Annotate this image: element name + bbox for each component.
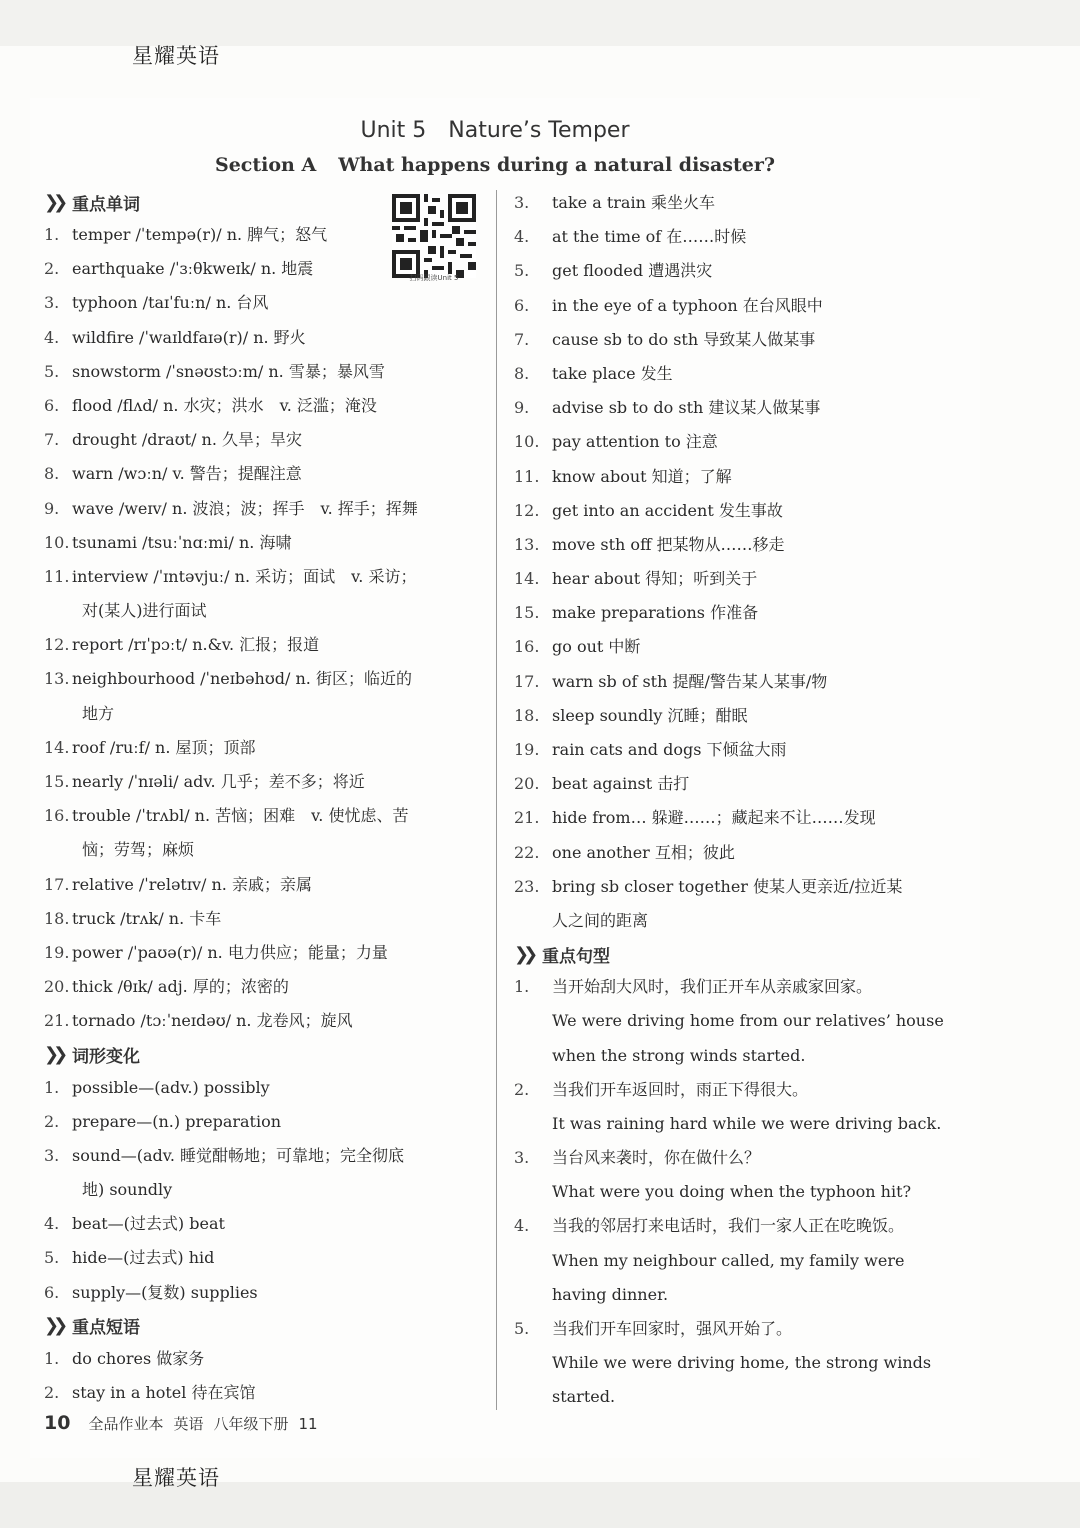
form-item-text: possible—(adv.) possibly bbox=[72, 1077, 270, 1097]
word-item-number: 15. bbox=[44, 772, 70, 791]
section-title bbox=[0, 154, 990, 176]
phrase-item-text: know about 知道；了解 bbox=[552, 466, 732, 486]
sentence-item-text: 当开始刮大风时，我们正开车从亲戚家回家。 bbox=[552, 977, 873, 997]
word-item-text: nearly /ˈnɪəli/ adv. 几乎；差不多；将近 bbox=[72, 772, 365, 791]
phrase-item-number: 21. bbox=[514, 808, 540, 828]
word-item-number: 7. bbox=[44, 430, 60, 450]
phrase-item-text: hide from… 躲避……；藏起来不让……发现 bbox=[552, 808, 876, 828]
phrases-heading bbox=[44, 1310, 478, 1342]
phrase-item bbox=[514, 528, 946, 562]
sentence-item-text: having dinner. bbox=[552, 1284, 669, 1304]
sentence-item-number bbox=[514, 1039, 552, 1073]
sentence-item bbox=[514, 1346, 946, 1380]
form-item-number: 1. bbox=[44, 1077, 60, 1097]
sentence-item-text: started. bbox=[552, 1387, 616, 1407]
form-item-number: 2. bbox=[44, 1111, 60, 1131]
phrase-item bbox=[514, 494, 946, 528]
words-heading bbox=[44, 186, 478, 218]
unit-title bbox=[0, 118, 990, 143]
phrase-item bbox=[514, 562, 946, 596]
double-chevron-icon: ❯❯ bbox=[514, 943, 533, 965]
phrase-item-number: 3. bbox=[514, 193, 530, 212]
phrase-item-number: 18. bbox=[514, 705, 540, 725]
word-item-text: report /rɪˈpɔːt/ n.&v. 汇报；报道 bbox=[72, 635, 320, 655]
phrase-item-text: move sth off 把某物从……移走 bbox=[552, 534, 785, 554]
sentence-item-text: 当我们开车回家时，强风开始了。 bbox=[552, 1319, 793, 1338]
phrase-item-number: 12. bbox=[514, 500, 540, 520]
phrase-item-number: 13. bbox=[514, 534, 540, 554]
phrases-left-list bbox=[44, 1342, 478, 1410]
form-item-number bbox=[44, 1173, 72, 1207]
phrase-item-text: warn sb of sth 提醒/警告某人某事/物 bbox=[552, 671, 828, 691]
word-item-text: drought /draʊt/ n. 久旱；旱灾 bbox=[72, 430, 303, 450]
word-item-number bbox=[44, 697, 72, 731]
qr-label: 扫码跟读Unit 5 bbox=[409, 274, 459, 282]
word-item bbox=[44, 560, 478, 594]
sentence-item-number: 3. bbox=[514, 1148, 530, 1168]
phrase-item-number: 1. bbox=[44, 1348, 60, 1368]
page-footer bbox=[44, 1412, 318, 1434]
word-item-text: typhoon /taɪˈfuːn/ n. 台风 bbox=[72, 293, 269, 313]
word-item-text: wildfire /ˈwaɪldfaɪə(r)/ n. 野火 bbox=[72, 327, 306, 347]
sentence-item-text: While we were driving home, the strong winds bbox=[552, 1353, 932, 1373]
watermark-bottom: 星耀英语 bbox=[132, 1466, 220, 1490]
phrase-item-text: hear about 得知；听到关于 bbox=[552, 569, 758, 589]
phrase-item bbox=[514, 391, 946, 425]
sentence-item-text: when the strong winds started. bbox=[552, 1045, 806, 1065]
sentence-item-text: 当我的邻居打来电话时，我们一家人正在吃晚饭。 bbox=[552, 1216, 905, 1236]
word-item bbox=[44, 526, 478, 560]
sentence-item-number bbox=[514, 1244, 552, 1278]
word-item-text: roof /ruːf/ n. 屋顶；顶部 bbox=[72, 737, 256, 757]
phrase-item-text: make preparations 作准备 bbox=[552, 603, 759, 623]
sentence-item-text: 当我们开车返回时，雨正下得很大。 bbox=[552, 1079, 809, 1099]
word-item bbox=[44, 697, 478, 731]
form-item bbox=[44, 1071, 478, 1105]
sentences-heading bbox=[514, 938, 946, 970]
sentence-item bbox=[514, 1380, 946, 1414]
word-item-number: 17. bbox=[44, 874, 70, 894]
phrase-item bbox=[514, 220, 946, 254]
word-item-number: 1. bbox=[44, 225, 60, 244]
form-item-number: 4. bbox=[44, 1214, 60, 1234]
word-item-text: neighbourhood /ˈneɪbəhʊd/ n. 街区；临近的 bbox=[72, 669, 412, 689]
word-item bbox=[44, 423, 478, 457]
word-item bbox=[44, 286, 478, 320]
sentence-item-number bbox=[514, 1380, 552, 1414]
sentence-item bbox=[514, 1244, 946, 1278]
phrase-item-text: 人之间的距离 bbox=[552, 910, 649, 930]
word-item-number: 16. bbox=[44, 806, 70, 826]
sentence-item bbox=[514, 1004, 946, 1038]
word-item-text: truck /trʌk/ n. 卡车 bbox=[72, 908, 222, 928]
phrase-item-text: go out 中断 bbox=[552, 637, 641, 657]
word-item-number: 14. bbox=[44, 737, 70, 757]
phrase-item-text: one another 互相；彼此 bbox=[552, 842, 735, 862]
word-item bbox=[44, 218, 478, 252]
forms-heading-label: 词形变化 bbox=[72, 1047, 140, 1067]
grade: 八年级下册 bbox=[213, 1415, 289, 1433]
word-item bbox=[44, 321, 478, 355]
forms-list bbox=[44, 1071, 478, 1310]
footer-extra: 11 bbox=[298, 1415, 318, 1433]
word-item-number: 21. bbox=[44, 1011, 70, 1031]
word-item-number: 5. bbox=[44, 361, 60, 381]
word-item bbox=[44, 628, 478, 662]
phrase-item-text: get into an accident 发生事故 bbox=[552, 500, 783, 520]
phrase-item bbox=[514, 733, 946, 767]
sentence-item-number: 5. bbox=[514, 1319, 530, 1338]
word-item bbox=[44, 765, 478, 799]
phrase-item-number bbox=[514, 904, 552, 938]
phrase-item-number: 9. bbox=[514, 398, 530, 418]
word-item bbox=[44, 662, 478, 696]
sentence-item bbox=[514, 1141, 946, 1175]
phrase-item-number: 8. bbox=[514, 363, 530, 383]
phrase-item bbox=[514, 870, 946, 904]
phrase-item-number: 17. bbox=[514, 671, 540, 691]
word-item-number: 2. bbox=[44, 259, 60, 279]
sentence-item bbox=[514, 1107, 946, 1141]
phrase-item bbox=[514, 904, 946, 938]
phrase-item bbox=[514, 425, 946, 459]
word-item-number: 6. bbox=[44, 395, 60, 415]
word-item bbox=[44, 902, 478, 936]
form-item-number: 6. bbox=[44, 1282, 60, 1302]
word-item-text: tornado /tɔːˈneɪdəʊ/ n. 龙卷风；旋风 bbox=[72, 1011, 353, 1031]
phrase-item-number: 6. bbox=[514, 295, 530, 315]
sentences-list bbox=[514, 970, 946, 1414]
sentence-item-text: When my neighbour called, my family were bbox=[552, 1250, 905, 1270]
phrase-item-number: 7. bbox=[514, 329, 530, 349]
word-item bbox=[44, 594, 478, 628]
sentence-item-number: 2. bbox=[514, 1079, 530, 1099]
word-item-number: 12. bbox=[44, 635, 70, 655]
word-item bbox=[44, 389, 478, 423]
phrase-item bbox=[514, 630, 946, 664]
form-item bbox=[44, 1276, 478, 1310]
phrase-item-text: advise sb to do sth 建议某人做某事 bbox=[552, 398, 821, 418]
sentence-item-number: 4. bbox=[514, 1216, 530, 1236]
word-item-text: temper /ˈtempə(r)/ n. 脾气；怒气 bbox=[72, 225, 328, 244]
phrase-item bbox=[514, 323, 946, 357]
form-item-text: sound—(adv. 睡觉酣畅地；可靠地；完全彻底 bbox=[72, 1145, 405, 1165]
word-item bbox=[44, 731, 478, 765]
sentence-item-number bbox=[514, 1004, 552, 1038]
phrase-item bbox=[514, 801, 946, 835]
sentence-item-number: 1. bbox=[514, 977, 530, 997]
unit-name: Nature’s Temper bbox=[448, 118, 630, 143]
phrase-item-number: 20. bbox=[514, 774, 540, 794]
word-item-number bbox=[44, 833, 72, 867]
sentence-item bbox=[514, 1278, 946, 1312]
phrase-item bbox=[514, 254, 946, 288]
double-chevron-icon: ❯❯ bbox=[44, 1315, 63, 1337]
word-item-number: 13. bbox=[44, 669, 70, 689]
form-item-text: supply—(复数) supplies bbox=[72, 1282, 258, 1302]
phrase-item-text: get flooded 遭遇洪灾 bbox=[552, 261, 713, 281]
sentence-item-text: 当台风来袭时，你在做什么？ bbox=[552, 1148, 761, 1168]
phrase-item bbox=[514, 665, 946, 699]
sentence-item bbox=[514, 1175, 946, 1209]
phrase-item-text: cause sb to do sth 导致某人做某事 bbox=[552, 329, 816, 349]
word-item-text: thick /θɪk/ adj. 厚的；浓密的 bbox=[72, 977, 289, 997]
word-item bbox=[44, 833, 478, 867]
sentence-item-number bbox=[514, 1278, 552, 1312]
book-name: 全品作业本 bbox=[88, 1415, 164, 1433]
left-column bbox=[44, 186, 478, 1410]
word-item-text: snowstorm /ˈsnəʊstɔːm/ n. 雪暴；暴风雪 bbox=[72, 361, 385, 381]
phrase-item-number: 22. bbox=[514, 842, 540, 862]
watermark-top: 星耀英语 bbox=[132, 44, 220, 68]
form-item bbox=[44, 1241, 478, 1275]
phrase-item bbox=[44, 1342, 478, 1376]
word-item bbox=[44, 1004, 478, 1038]
phrase-item-text: beat against 击打 bbox=[552, 774, 690, 794]
sentence-item bbox=[514, 1312, 946, 1346]
phrase-item bbox=[514, 357, 946, 391]
word-item-text: warn /wɔːn/ v. 警告；提醒注意 bbox=[72, 464, 302, 484]
word-item-number: 9. bbox=[44, 498, 60, 518]
form-item bbox=[44, 1139, 478, 1173]
form-item bbox=[44, 1173, 478, 1207]
word-item bbox=[44, 936, 478, 970]
phrase-item-number: 15. bbox=[514, 603, 540, 623]
sentence-item-number bbox=[514, 1346, 552, 1380]
phrase-item-text: do chores 做家务 bbox=[72, 1348, 205, 1368]
phrase-item bbox=[44, 1376, 478, 1410]
phrase-item-text: in the eye of a typhoon 在台风眼中 bbox=[552, 295, 823, 315]
phrase-item-number: 5. bbox=[514, 261, 530, 281]
phrase-item-text: rain cats and dogs 下倾盆大雨 bbox=[552, 740, 787, 759]
form-item bbox=[44, 1207, 478, 1241]
form-item-number: 5. bbox=[44, 1248, 60, 1268]
phrase-item bbox=[514, 836, 946, 870]
word-item-number: 3. bbox=[44, 293, 60, 313]
phrase-item-text: bring sb closer together 使某人更亲近/拉近某 bbox=[552, 876, 903, 896]
phrase-item bbox=[514, 596, 946, 630]
word-item-number: 20. bbox=[44, 977, 70, 997]
double-chevron-icon: ❯❯ bbox=[44, 1044, 63, 1065]
words-heading-label: 重点单词 bbox=[72, 194, 140, 215]
phrase-item-text: sleep soundly 沉睡；酣眠 bbox=[552, 705, 748, 725]
word-item-number: 11. bbox=[44, 566, 70, 586]
column-divider bbox=[496, 190, 497, 1410]
word-item bbox=[44, 457, 478, 491]
phrase-item bbox=[514, 289, 946, 323]
sentence-item-text: We were driving home from our relatives’ house bbox=[552, 1011, 944, 1031]
sentence-item bbox=[514, 970, 946, 1004]
double-chevron-icon: ❯❯ bbox=[44, 191, 63, 213]
word-item bbox=[44, 799, 478, 833]
sentence-item bbox=[514, 1209, 946, 1243]
sentence-item-number bbox=[514, 1107, 552, 1141]
phrase-item bbox=[514, 186, 946, 220]
sentence-item-text: What were you doing when the typhoon hit? bbox=[552, 1182, 912, 1202]
word-item bbox=[44, 868, 478, 902]
word-item bbox=[44, 492, 478, 526]
phrase-item-number: 11. bbox=[514, 466, 540, 486]
unit-number: Unit 5 bbox=[360, 118, 427, 143]
right-column bbox=[514, 186, 946, 1415]
word-item-text: flood /flʌd/ n. 水灾；洪水 v. 泛滥；淹没 bbox=[72, 395, 377, 415]
phrase-item-text: stay in a hotel 待在宾馆 bbox=[72, 1383, 256, 1402]
word-item-text: power /ˈpaʊə(r)/ n. 电力供应；能量；力量 bbox=[72, 942, 388, 962]
sentence-item bbox=[514, 1073, 946, 1107]
form-item-text: hide—(过去式) hid bbox=[72, 1248, 215, 1268]
word-item-text: trouble /ˈtrʌbl/ n. 苦恼；困难 v. 使忧虑、苦 bbox=[72, 806, 409, 826]
phrase-item-text: take a train 乘坐火车 bbox=[552, 193, 715, 212]
word-item-text: 恼；劳驾；麻烦 bbox=[82, 840, 195, 860]
phrase-item-number: 16. bbox=[514, 637, 540, 657]
phrase-item-text: at the time of 在……时候 bbox=[552, 227, 747, 247]
word-item-number bbox=[44, 594, 72, 628]
phrase-item bbox=[514, 767, 946, 801]
phrase-item-number: 19. bbox=[514, 740, 540, 759]
phrase-item-number: 23. bbox=[514, 876, 540, 896]
phrase-item bbox=[514, 699, 946, 733]
page-number: 10 bbox=[44, 1412, 71, 1434]
word-item-text: interview /ˈɪntəvjuː/ n. 采访；面试 v. 采访； bbox=[72, 566, 417, 586]
form-item-text: prepare—(n.) preparation bbox=[72, 1111, 282, 1131]
subject: 英语 bbox=[173, 1415, 204, 1433]
word-item-text: tsunami /tsuːˈnɑːmi/ n. 海啸 bbox=[72, 532, 292, 552]
phrase-item bbox=[514, 460, 946, 494]
word-item bbox=[44, 970, 478, 1004]
word-item-number: 4. bbox=[44, 327, 60, 347]
word-item bbox=[44, 252, 478, 286]
words-list bbox=[44, 218, 478, 1039]
form-item-text: beat—(过去式) beat bbox=[72, 1214, 225, 1234]
sentence-item bbox=[514, 1039, 946, 1073]
word-item-text: 地方 bbox=[82, 703, 115, 723]
form-item bbox=[44, 1105, 478, 1139]
phrases-right-list bbox=[514, 186, 946, 938]
phrase-item-number: 4. bbox=[514, 227, 530, 247]
sentence-item-text: It was raining hard while we were driving back. bbox=[552, 1113, 942, 1133]
phrase-item-number: 14. bbox=[514, 569, 540, 589]
word-item-text: wave /weɪv/ n. 波浪；波；挥手 v. 挥手；挥舞 bbox=[72, 498, 418, 518]
word-item-text: earthquake /ˈɜːθkweɪk/ n. 地震 bbox=[72, 259, 314, 279]
word-item bbox=[44, 355, 478, 389]
word-item-text: relative /ˈrelətɪv/ n. 亲戚；亲属 bbox=[72, 874, 312, 894]
phrase-item-number: 2. bbox=[44, 1383, 60, 1402]
sentences-heading-label: 重点句型 bbox=[542, 946, 610, 967]
sentence-item-number bbox=[514, 1175, 552, 1209]
form-item-text: 地) soundly bbox=[82, 1180, 173, 1200]
section-label: Section A bbox=[214, 154, 317, 176]
phrase-item-number: 10. bbox=[514, 432, 540, 452]
phrases-heading-label: 重点短语 bbox=[72, 1318, 140, 1339]
phrase-item-text: take place 发生 bbox=[552, 363, 673, 383]
forms-heading bbox=[44, 1039, 478, 1071]
word-item-number: 10. bbox=[44, 532, 70, 552]
word-item-text: 对(某人)进行面试 bbox=[82, 601, 207, 621]
word-item-number: 19. bbox=[44, 942, 70, 962]
phrase-item-text: pay attention to 注意 bbox=[552, 432, 718, 452]
word-item-number: 18. bbox=[44, 908, 70, 928]
word-item-number: 8. bbox=[44, 464, 60, 484]
section-name: What happens during a natural disaster? bbox=[338, 154, 776, 176]
form-item-number: 3. bbox=[44, 1145, 60, 1165]
